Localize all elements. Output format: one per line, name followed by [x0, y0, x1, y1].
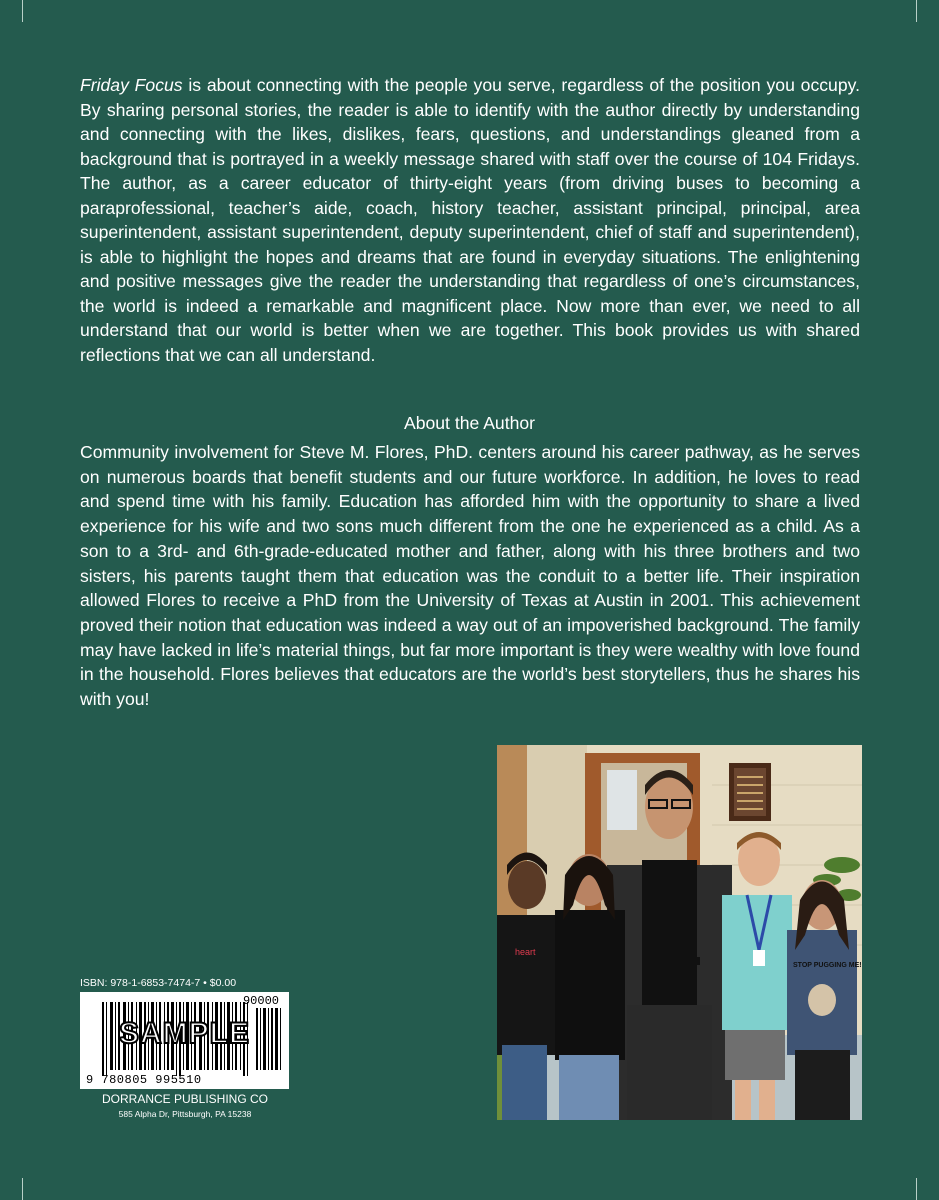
shirt-text-heart: heart — [515, 947, 536, 957]
isbn-barcode — [80, 992, 289, 1089]
publisher-address: 585 Alpha Dr, Pittsburgh, PA 15238 — [118, 1109, 252, 1119]
barcode-price-digits: 90000 — [242, 994, 279, 1008]
crop-mark-top-left — [0, 0, 23, 22]
isbn-line: ISBN: 978-1-6853-7474-7 • $0.00 — [80, 977, 237, 989]
book-title: Friday Focus — [80, 75, 183, 95]
book-description-text: is about connecting with the people you serve, regardless of the position you occupy. By sharing personal stories, the reader is able to identify with the author directly by understanding and connecting with the likes, dislikes, fears, questions, and understandings gleaned from a background that is portrayed in a weekly message shared with staff over the course of 104 Fridays. The author, as a career educator of thirty-eight years (from driving buses to becoming a paraprofessional, teacher’s aide, coach, history teacher, assistant principal, principal, area superintendent, assistant superintendent, deputy superintendent, chief of staff and superintendent), is able to highlight the hopes and dreams that are found in everyday situations. The enlightening and positive messages give the reader the understanding that regardless of one’s circumstances, the world is indeed a remarkable and magnificent place. Now more than ever, we need to all understand that our world is better when we are together. This book provides us with shared reflections that we can all understand. — [80, 75, 860, 365]
about-author-heading: About the Author — [403, 413, 536, 433]
crop-mark-top-right — [916, 0, 939, 22]
book-description — [80, 73, 860, 367]
barcode-digits: 9 780805 995510 — [86, 1073, 202, 1087]
about-author-text: Community involvement for Steve M. Flores, PhD. centers around his career pathway, as he serves on numerous boards that benefit students and our future workforce. In addition, he loves to read and spend time with his family. Education has afforded him with the opportunity to share a lived experience for his wife and two sons much different from the one he experienced as a child. As a son to a 3rd- and 6th-grade-educated mother and father, along with his three brothers and two sisters, his parents taught them that education was the conduit to a better life. Their inspiration allowed Flores to receive a PhD from the University of Texas at Austin in 2001. This achievement proved their notion that education was indeed a way out of an impoverished background. The family may have lacked in life’s material things, but far more important is they were wealthy with love found in the household. Flores believes that educators are the world’s best storytellers, thus he shares his with you! — [80, 442, 860, 710]
shirt-text-pug: STOP PUGGING ME! — [793, 962, 862, 969]
crop-mark-bottom-right — [916, 1178, 939, 1200]
author-photo — [497, 745, 862, 1120]
sample-watermark: SAMPLE — [118, 1017, 250, 1050]
publisher-name: DORRANCE PUBLISHING CO — [101, 1092, 269, 1106]
crop-mark-bottom-left — [0, 1178, 23, 1200]
